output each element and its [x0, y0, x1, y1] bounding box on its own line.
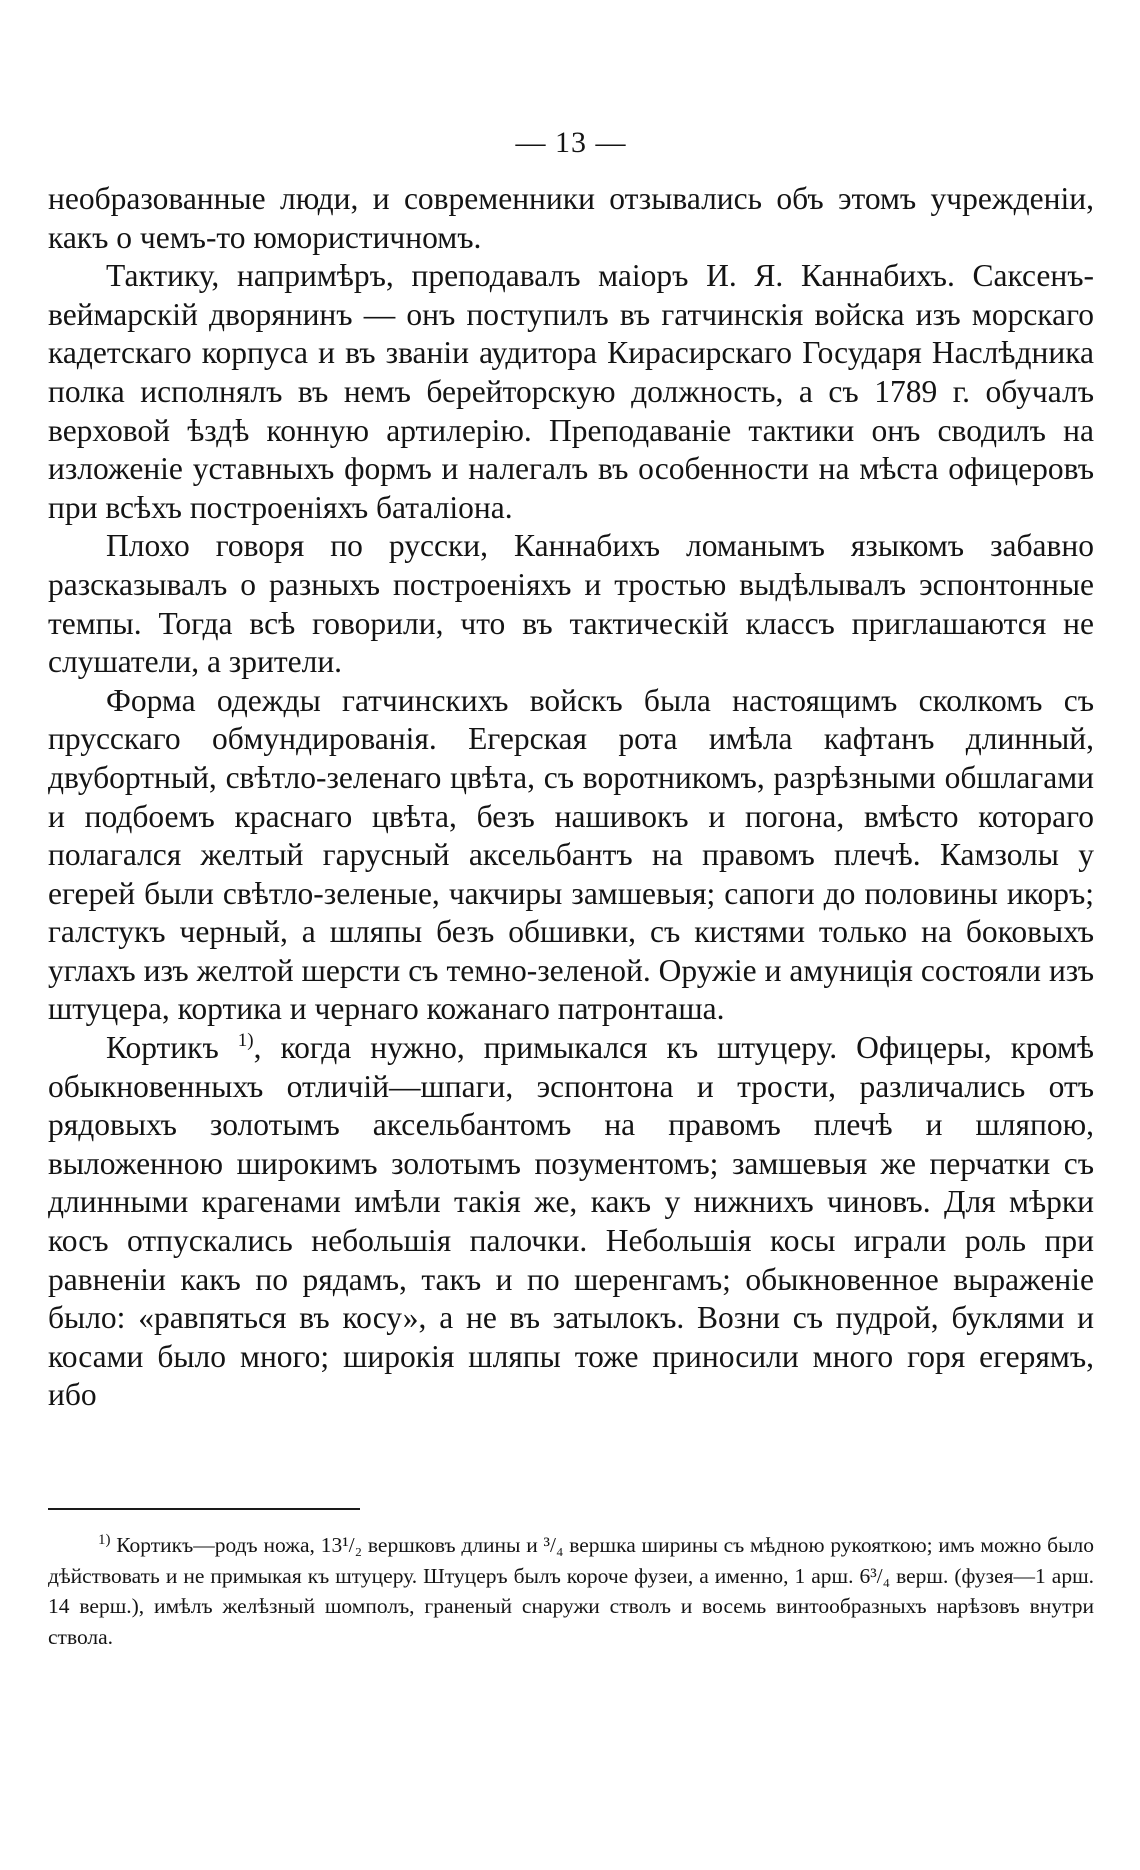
paragraph-kannabikh-lessons: Плохо говоря по русски, Каннабихъ ломанымъ языкомъ забавно разсказывалъ о разныхъ построеніяхъ и тростью выдѣлывалъ эспонтонные темпы. Тогда всѣ говорили, что въ тактическій классъ приглашаются не слушатели, а зрители.	[48, 528, 1094, 680]
footnote-reference[interactable]: 1)	[237, 1030, 254, 1052]
paragraph-continuation: необразованные люди, и современники отзывались объ этомъ учрежденіи, какъ о чемъ-то юмористичномъ.	[48, 181, 1094, 255]
book-page	[48, 0, 1094, 1870]
footnote-1	[48, 1530, 1094, 1652]
paragraph-tactics-teacher: Тактику, напримѣръ, преподавалъ маіоръ И. Я. Каннабихъ. Саксенъ-веймарскій дворянинъ — онъ поступилъ въ гатчинскія войска изъ морскаго кадетскаго корпуса и въ званіи аудитора Кирасирскаго Государя Наслѣдника полка исполнялъ въ немъ берейторскую должность, а съ 1789 г. обучалъ верховой ѣздѣ конную артилерію. Преподаваніе тактики онъ сводилъ на изложеніе уставныхъ формъ и налегалъ въ особенности на мѣста офицеровъ при всѣхъ построеніяхъ баталіона.	[48, 258, 1094, 525]
page-number: — 13 —	[515, 126, 627, 159]
main-text	[48, 180, 1094, 1415]
footnotes	[48, 1530, 1094, 1652]
paragraph-dagger-start: Кортикъ	[106, 1030, 238, 1066]
footnote-divider	[48, 1508, 360, 1510]
footnote-mark: 1)	[98, 1532, 111, 1548]
paragraph-uniform: Форма одежды гатчинскихъ войскъ была настоящимъ сколкомъ съ прусскаго обмундированія. Егерская рота имѣла кафтанъ длинный, двубортный, свѣтло-зеленаго цвѣта, съ воротникомъ, разрѣзными обшлагами и подбоемъ краснаго цвѣта, безъ нашивокъ и погона, вмѣсто котораго полагался желтый гарусный аксельбантъ на правомъ плечѣ. Камзолы у егерей были свѣтло-зеленые, чакчиры замшевыя; сапоги до половины икоръ; галстукъ черный, а шляпы безъ обшивки, съ кистями только на боковыхъ углахъ изъ желтой шерсти съ темно-зеленой. Оружіе и амуниція состояли изъ штуцера, кортика и чернаго кожанаго патронташа.	[48, 682, 1094, 1027]
footnote-text: Кортикъ—родъ ножа, 13¹/₂ вершковъ длины и ³/₄ вершка ширины съ мѣдною рукояткою; имъ можно было дѣйствовать и не примыкая къ штуцеру. Штуцеръ былъ короче фузеи, а именно, 1 арш. 6³/₄ верш. (фузея—1 арш. 14 верш.), имѣлъ желѣзный шомполъ, граненый снаружи стволъ и восемь винтообразныхъ нарѣзовъ внутри ствола.	[48, 1533, 1094, 1649]
paragraph-dagger	[48, 1029, 1094, 1415]
paragraph-dagger-rest: , когда нужно, примыкался къ штуцеру. Офицеры, кромѣ обыкновенныхъ отличій—шпаги, эспонтона и трости, различались отъ рядовыхъ золотымъ аксельбантомъ на правомъ плечѣ и шляпою, выложенною широкимъ золотымъ позументомъ; замшевыя же перчатки съ длинными крагенами имѣли такія же, какъ у нижнихъ чиновъ. Для мѣрки косъ отпускались небольшія палочки. Небольшія косы играли роль при равненіи какъ по рядамъ, такъ и по шеренгамъ; обыкновенное выраженіе было: «равпяться въ косу», а не въ затылокъ. Возни съ пудрой, буклями и косами было много; широкія шляпы тоже приносили много горя егерямъ, ибо	[48, 1030, 1094, 1413]
